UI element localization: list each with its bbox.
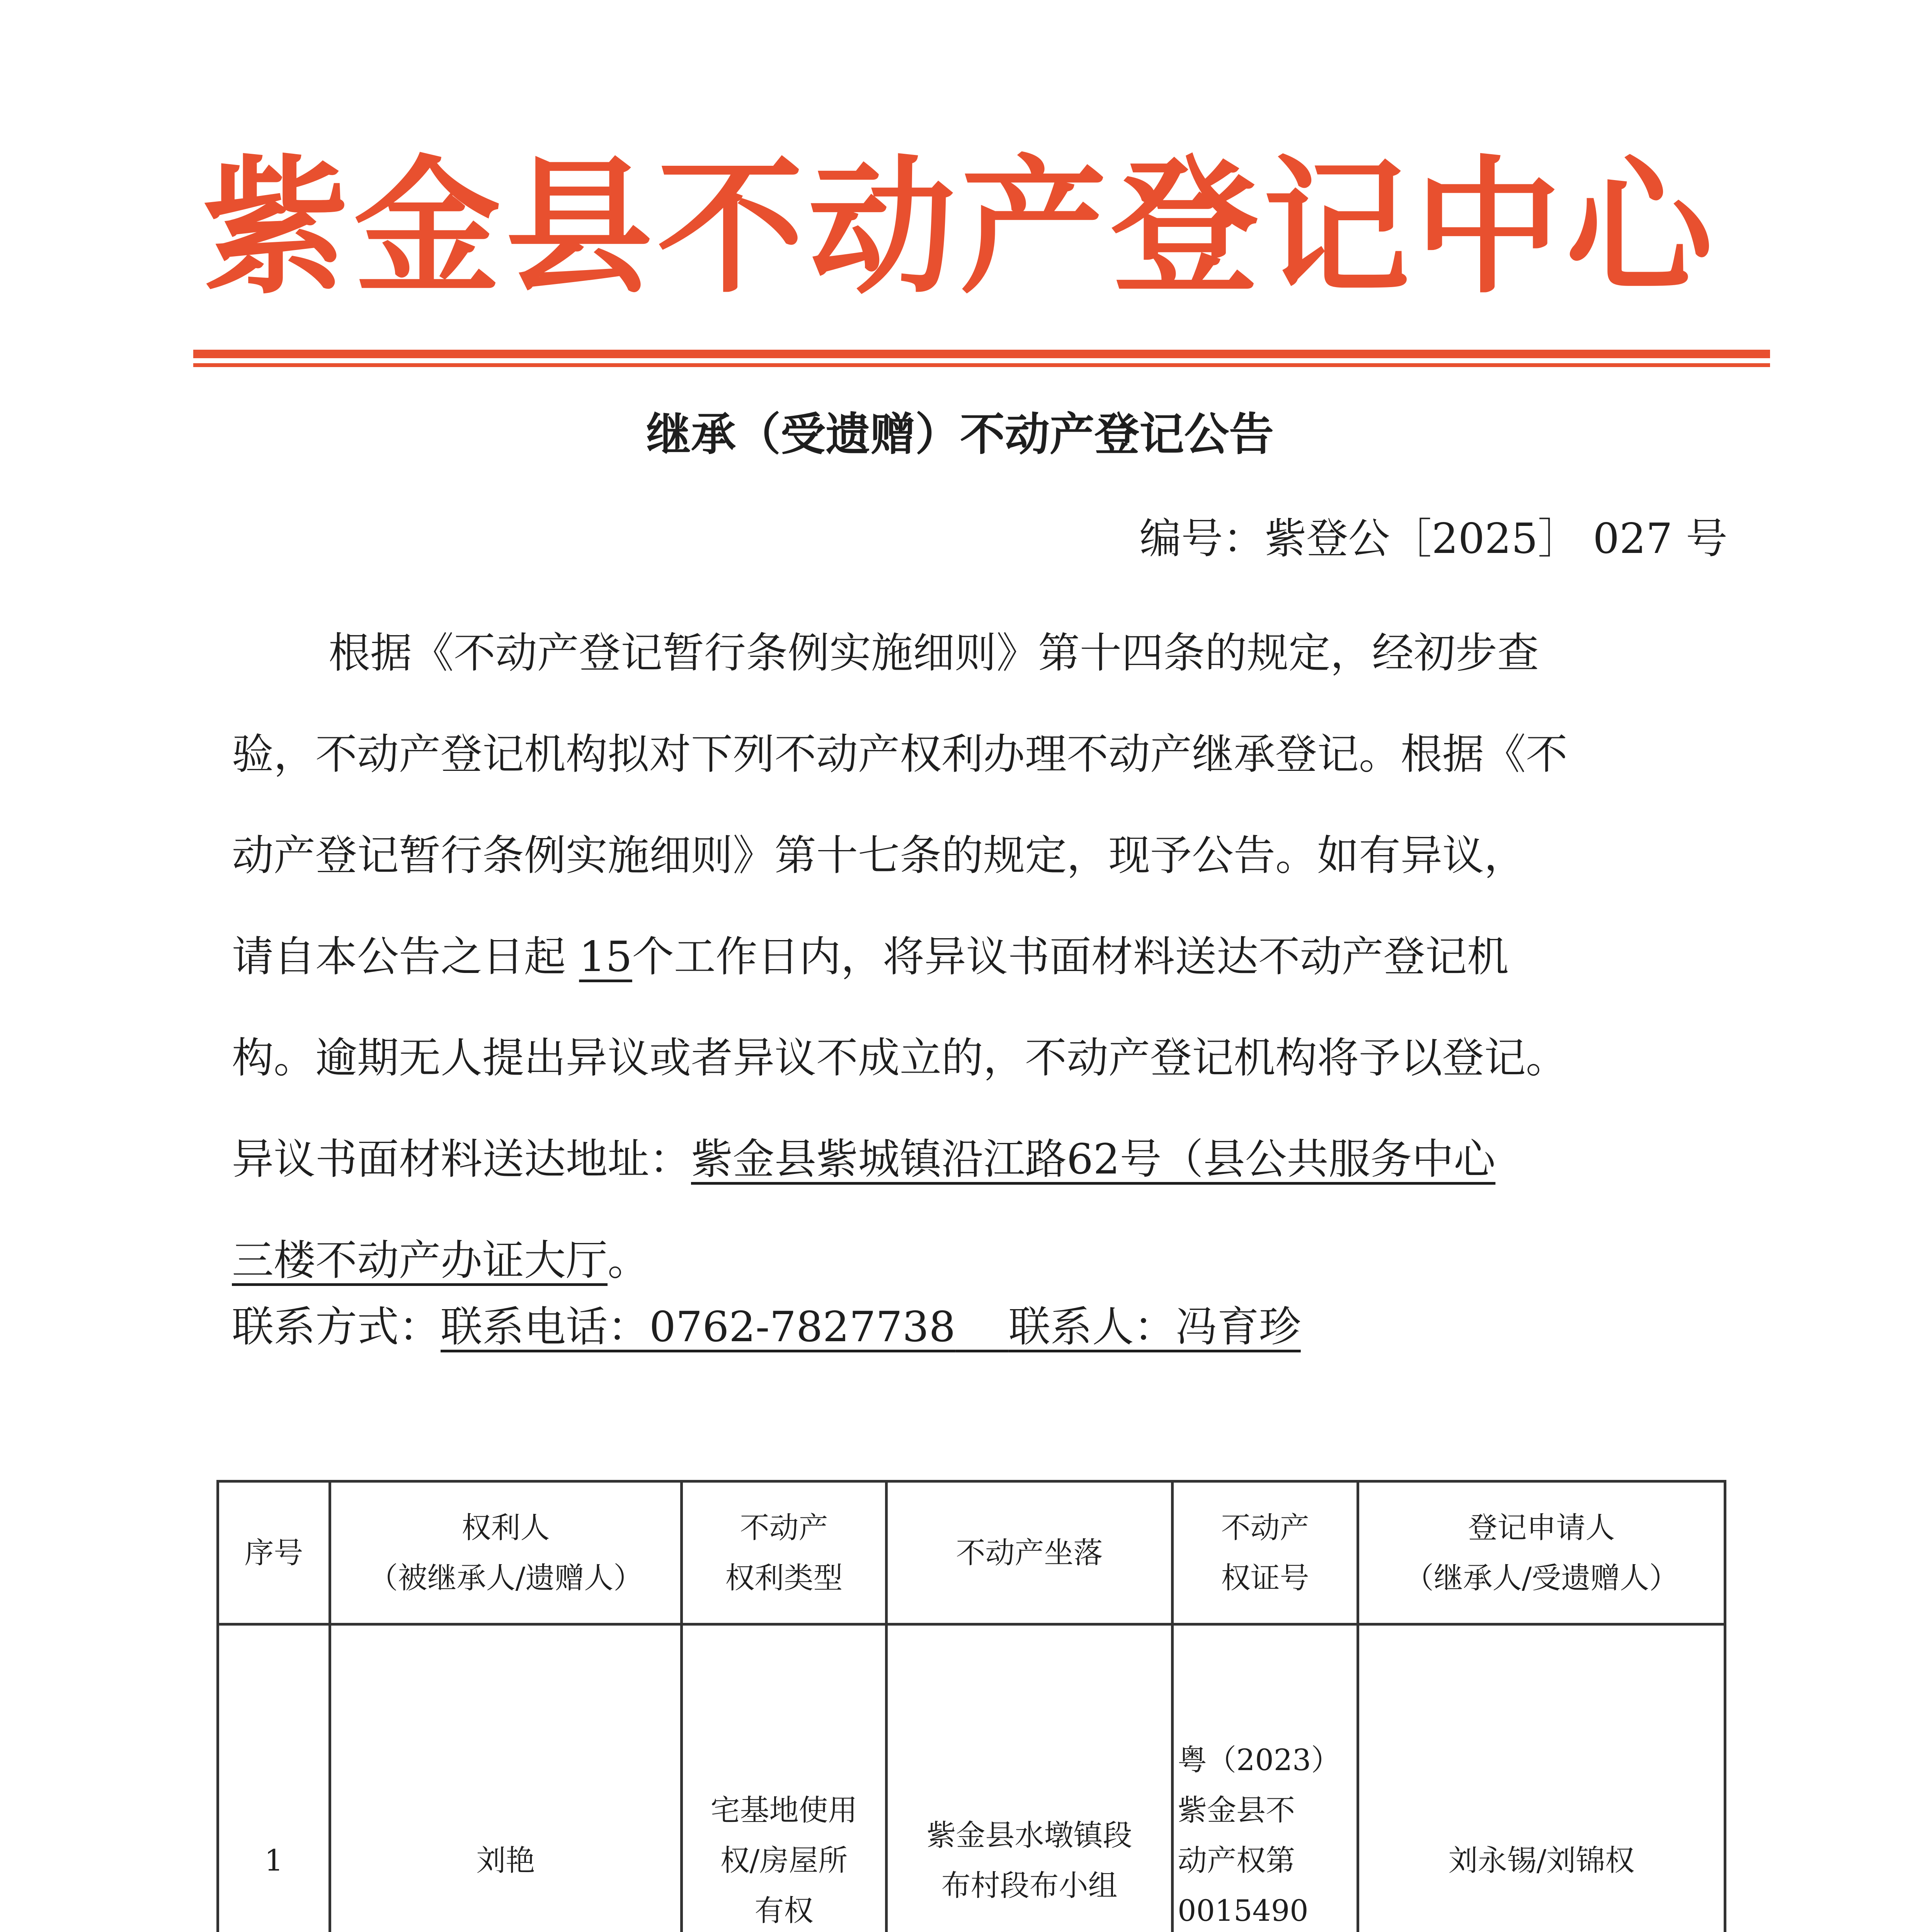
cert-line-2: 紫金县不 [1178,1793,1295,1827]
header-holder [330,1481,682,1624]
body-line-5: 构。逾期无人提出异议或者异议不成立的，不动产登记机构将予以登记。 [232,1034,1568,1082]
header-applicant-line1: 登记申请人 [1468,1510,1615,1545]
table-header-row [218,1481,1725,1624]
cert-line-1: 粤（2023） [1178,1743,1341,1777]
contact-phone: 联系电话：0762-7827738 [441,1303,956,1351]
header-type-line1: 不动产 [740,1510,828,1545]
address-part-2: 三楼不动产办证大厅 [232,1236,608,1285]
contact-label: 联系方式： [232,1303,441,1351]
type-line-3: 有权 [754,1893,814,1928]
notice-title: 继承（受遗赠）不动产登记公告 [646,408,1274,461]
cell-location [887,1624,1173,1932]
header-right-type [682,1481,887,1624]
type-line-1: 宅基地使用 [710,1793,858,1827]
location-line-2: 布村段布小组 [941,1868,1118,1903]
cell-holder: 刘艳 [330,1624,682,1932]
header-cert-line2: 权证号 [1221,1560,1309,1595]
notice-paragraph [232,603,1731,704]
header-applicant [1358,1481,1725,1624]
header-cert-number [1173,1481,1358,1624]
cert-line-4: 0015490 [1178,1893,1309,1928]
org-name-heading: 紫金县不动产登记中心 [203,142,1717,313]
header-type-line2: 权利类型 [725,1560,843,1595]
contact-line [232,1298,1731,1356]
cell-seq: 1 [218,1624,330,1932]
header-location: 不动产坐落 [887,1481,1173,1624]
header-holder-line2: （被继承人/遗赠人） [368,1560,643,1595]
location-line-1: 紫金县水墩镇段 [926,1818,1132,1852]
cell-applicant: 刘永锡/刘锦权 [1358,1624,1725,1932]
registration-table [216,1480,1726,1932]
body-line-1: 根据《不动产登记暂行条例实施细则》第十四条的规定，经初步查 [329,629,1539,677]
header-holder-line1: 权利人 [461,1510,550,1545]
body-line-4 [232,906,1731,1008]
body-line-4-suffix: 个工作日内，将异议书面材料送达不动产登记机 [632,933,1509,981]
address-end: 。 [608,1236,650,1285]
header-rule-thin [193,363,1770,367]
header-applicant-line2: （继承人/受遗赠人） [1404,1560,1679,1595]
cert-line-3: 动产权第 [1178,1843,1295,1878]
cell-cert-number [1173,1624,1358,1932]
contact-gap [955,1303,1008,1351]
address-line-2 [232,1210,1731,1311]
body-line-4-prefix: 请自本公告之日起 [232,933,579,981]
contact-details [441,1303,1301,1351]
notice-number: 编号：紫登公［2025］ 027 号 [1139,515,1728,563]
type-line-2: 权/房屋所 [720,1843,848,1878]
address-line [232,1109,1731,1210]
contact-person: 联系人：冯育珍 [1008,1303,1301,1351]
address-label: 异议书面材料送达地址： [232,1135,691,1184]
body-line-3: 动产登记暂行条例实施细则》第十七条的规定，现予公告。如有异议， [232,832,1526,880]
objection-days: 15 [579,933,632,981]
body-line-2: 验，不动产登记机构拟对下列不动产权利办理不动产继承登记。根据《不 [232,730,1568,779]
notice-body [232,603,1731,1311]
header-seq: 序号 [218,1481,330,1624]
header-cert-line1: 不动产 [1221,1510,1309,1545]
table-row [218,1624,1725,1932]
address-part-1: 紫金县紫城镇沿江路62号（县公共服务中心 [691,1135,1496,1184]
cell-right-type [682,1624,887,1932]
header-rule-thick [193,350,1770,358]
